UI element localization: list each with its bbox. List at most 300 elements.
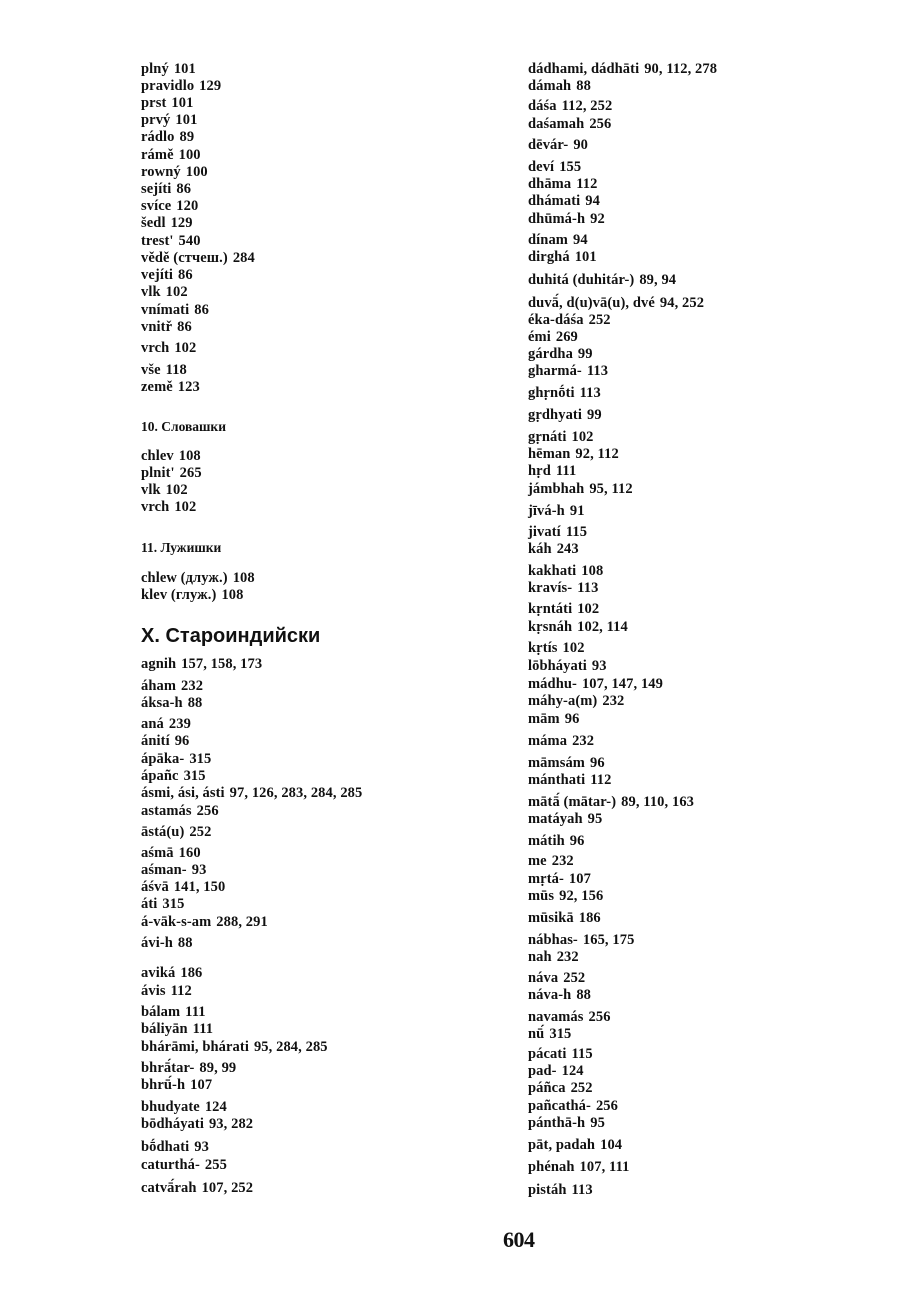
entry-word: pistáh — [528, 1182, 567, 1198]
entry-word: áham — [141, 678, 177, 694]
index-entry — [528, 211, 605, 227]
entry-word: caturthá- — [141, 1157, 200, 1173]
entry-word: éka-dáśa — [528, 312, 584, 328]
entry-page-refs: 111 — [555, 463, 577, 479]
index-entry — [528, 272, 676, 288]
entry-page-refs: 99 — [586, 407, 602, 423]
entry-word: deví — [528, 159, 555, 175]
index-entry — [141, 147, 201, 163]
entry-page-refs: 101 — [171, 95, 194, 111]
entry-page-refs: 256 — [196, 803, 219, 819]
entry-page-refs: 89, 110, 163 — [621, 794, 695, 810]
entry-page-refs: 160 — [178, 845, 201, 861]
entry-word: gharmá- — [528, 363, 582, 379]
index-entry — [141, 302, 209, 318]
index-entry — [141, 319, 192, 335]
page-number: 604 — [503, 1227, 535, 1252]
index-entry — [528, 429, 594, 445]
entry-word: astamás — [141, 803, 192, 819]
entry-page-refs: 88 — [576, 987, 592, 1003]
entry-page-refs: 94 — [585, 193, 600, 209]
entry-word: vrch — [141, 340, 170, 356]
index-entry — [528, 1137, 622, 1153]
index-entry — [528, 619, 628, 635]
entry-word: gárdha — [528, 346, 573, 362]
index-entry — [141, 824, 211, 840]
entry-word: ásmi, ási, ásti — [141, 785, 225, 801]
index-entry — [528, 159, 581, 175]
entry-page-refs: 252 — [189, 824, 212, 840]
entry-page-refs: 96 — [589, 755, 605, 771]
index-entry — [528, 711, 579, 727]
entry-word: země — [141, 379, 173, 395]
index-entry — [141, 198, 198, 214]
entry-page-refs: 107, 252 — [201, 1180, 254, 1196]
entry-word: kṛntáti — [528, 601, 573, 617]
entry-page-refs: 232 — [551, 853, 574, 869]
entry-page-refs: 120 — [176, 198, 199, 214]
index-entry — [141, 1099, 227, 1115]
index-entry — [141, 1116, 253, 1132]
entry-word: āstá(u) — [141, 824, 185, 840]
entry-word: dádhami, dádhāti — [528, 61, 640, 77]
entry-word: dēvár- — [528, 137, 569, 153]
section-heading-slovak: 10. Словашки — [141, 419, 226, 434]
index-entry — [528, 78, 591, 94]
entry-word: bhrū́-h — [141, 1077, 186, 1093]
entry-word: émi — [528, 329, 551, 345]
index-entry — [141, 845, 201, 861]
index-entry — [528, 910, 601, 926]
entry-page-refs: 186 — [578, 910, 601, 926]
index-entry — [141, 1077, 212, 1093]
entry-page-refs: 95, 284, 285 — [253, 1039, 328, 1055]
index-entry — [528, 232, 588, 248]
index-entry — [528, 640, 585, 656]
entry-word: vědě (стчеш.) — [141, 250, 228, 266]
entry-word: ápañc — [141, 768, 179, 784]
index-entry — [141, 678, 203, 694]
entry-word: dáśa — [528, 98, 557, 114]
entry-page-refs: 540 — [178, 233, 201, 249]
entry-page-refs: 93 — [194, 1139, 209, 1155]
entry-word: ávis — [141, 983, 166, 999]
entry-word: páñca — [528, 1080, 566, 1096]
index-entry — [528, 853, 574, 869]
entry-page-refs: 252 — [588, 312, 611, 328]
index-entry — [141, 284, 188, 300]
entry-page-refs: 95, 112 — [589, 481, 633, 497]
entry-word: vlk — [141, 482, 161, 498]
index-entry — [528, 116, 611, 132]
entry-page-refs: 90, 112, 278 — [644, 61, 718, 77]
index-entry — [141, 983, 192, 999]
entry-page-refs: 107 — [568, 871, 591, 887]
entry-page-refs: 99 — [577, 346, 593, 362]
index-entry — [528, 733, 594, 749]
index-entry — [141, 656, 262, 672]
entry-word: mṛtá- — [528, 871, 564, 887]
index-entry — [528, 871, 591, 887]
index-entry — [141, 1004, 206, 1020]
entry-word: duvā́, d(u)vā(u), dvé — [528, 295, 655, 311]
entry-page-refs: 90 — [573, 137, 589, 153]
entry-page-refs: 102 — [174, 499, 197, 515]
entry-page-refs: 129 — [199, 78, 222, 94]
entry-word: dhámati — [528, 193, 581, 209]
entry-page-refs: 115 — [565, 524, 588, 540]
entry-word: nū́ — [528, 1026, 545, 1042]
entry-page-refs: 112 — [590, 772, 612, 788]
index-entry — [141, 129, 194, 145]
entry-word: jivatí — [528, 524, 561, 540]
index-entry — [528, 563, 603, 579]
entry-page-refs: 89, 94 — [639, 272, 677, 288]
entry-word: trest' — [141, 233, 174, 249]
entry-word: mátih — [528, 833, 565, 849]
entry-word: lōbháyati — [528, 658, 587, 674]
entry-page-refs: 112 — [576, 176, 598, 192]
index-entry — [141, 95, 193, 111]
entry-page-refs: 252 — [563, 970, 586, 986]
index-entry — [141, 482, 188, 498]
entry-page-refs: 141, 150 — [173, 879, 226, 895]
entry-word: áksa-h — [141, 695, 183, 711]
entry-word: dámah — [528, 78, 572, 94]
entry-page-refs: 108 — [221, 587, 244, 603]
entry-page-refs: 232 — [602, 693, 625, 709]
entry-word: mātā́ (mātar-) — [528, 794, 617, 810]
entry-word: vše — [141, 362, 161, 378]
index-entry — [141, 1060, 236, 1076]
entry-page-refs: 92, 156 — [559, 888, 604, 904]
entry-word: rádlo — [141, 129, 175, 145]
index-entry — [141, 1180, 253, 1196]
entry-word: pácati — [528, 1046, 567, 1062]
entry-word: bhudyate — [141, 1099, 200, 1115]
entry-word: vnímati — [141, 302, 190, 318]
entry-word: bhárāmi, bhárati — [141, 1039, 249, 1055]
entry-page-refs: 108 — [581, 563, 604, 579]
index-entry — [528, 1063, 584, 1079]
entry-word: duhitá (duhitár-) — [528, 272, 635, 288]
entry-word: aviká — [141, 965, 176, 981]
entry-word: hṛd — [528, 463, 551, 479]
entry-page-refs: 102 — [577, 601, 600, 617]
entry-word: rámě — [141, 147, 174, 163]
index-entry — [528, 601, 599, 617]
index-entry — [528, 193, 600, 209]
entry-page-refs: 102 — [165, 482, 188, 498]
entry-page-refs: 91 — [569, 503, 585, 519]
entry-page-refs: 315 — [189, 751, 212, 767]
entry-page-refs: 129 — [170, 215, 193, 231]
index-entry — [141, 965, 202, 981]
entry-word: dhāma — [528, 176, 572, 192]
entry-word: dhūmá-h — [528, 211, 586, 227]
entry-page-refs: 88 — [187, 695, 203, 711]
entry-word: pāt, padah — [528, 1137, 596, 1153]
entry-page-refs: 88 — [576, 78, 591, 94]
entry-page-refs: 102 — [562, 640, 585, 656]
entry-word: chlev — [141, 448, 174, 464]
index-entry — [141, 587, 244, 603]
entry-page-refs: 256 — [595, 1098, 618, 1114]
entry-page-refs: 284 — [232, 250, 255, 266]
entry-word: plný — [141, 61, 169, 77]
entry-page-refs: 124 — [204, 1099, 227, 1115]
entry-page-refs: 113 — [579, 385, 601, 401]
index-entry — [528, 385, 601, 401]
entry-word: klev (глуж.) — [141, 587, 217, 603]
entry-page-refs: 86 — [177, 319, 192, 335]
entry-word: sejíti — [141, 181, 172, 197]
index-entry — [528, 363, 608, 379]
entry-page-refs: 111 — [185, 1004, 206, 1020]
entry-word: nah — [528, 949, 552, 965]
entry-word: bōdháyati — [141, 1116, 204, 1132]
entry-page-refs: 93 — [591, 658, 607, 674]
index-entry — [141, 1039, 328, 1055]
entry-page-refs: 95 — [587, 811, 603, 827]
entry-word: me — [528, 853, 547, 869]
entry-page-refs: 95 — [590, 1115, 605, 1131]
index-entry — [141, 499, 196, 515]
index-entry — [528, 446, 619, 462]
entry-word: kṛtís — [528, 640, 558, 656]
index-entry — [141, 1157, 227, 1173]
entry-page-refs: 113 — [571, 1182, 593, 1198]
entry-word: báliyān — [141, 1021, 188, 1037]
index-entry — [141, 896, 184, 912]
entry-page-refs: 256 — [589, 116, 612, 132]
entry-word: mām — [528, 711, 560, 727]
entry-page-refs: 88 — [177, 935, 193, 951]
entry-word: mūsikā — [528, 910, 574, 926]
entry-page-refs: 89 — [179, 129, 195, 145]
index-entry — [141, 751, 211, 767]
entry-word: navamás — [528, 1009, 584, 1025]
index-entry — [528, 580, 598, 596]
entry-page-refs: 118 — [165, 362, 187, 378]
index-entry — [528, 932, 634, 948]
entry-page-refs: 315 — [162, 896, 185, 912]
entry-page-refs: 100 — [178, 147, 201, 163]
index-entry — [141, 465, 202, 481]
entry-page-refs: 239 — [168, 716, 191, 732]
entry-page-refs: 123 — [177, 379, 200, 395]
entry-page-refs: 232 — [572, 733, 595, 749]
index-entry — [141, 379, 200, 395]
index-entry — [528, 987, 591, 1003]
entry-word: pad- — [528, 1063, 557, 1079]
entry-page-refs: 94 — [573, 232, 588, 248]
entry-page-refs: 86 — [178, 267, 193, 283]
entry-page-refs: 104 — [600, 1137, 623, 1153]
entry-word: ápāka- — [141, 751, 185, 767]
entry-word: vejíti — [141, 267, 174, 283]
entry-page-refs: 92 — [590, 211, 605, 227]
entry-word: bhrā́tar- — [141, 1060, 195, 1076]
index-entry — [528, 61, 717, 77]
index-entry — [528, 481, 633, 497]
entry-page-refs: 86 — [194, 302, 209, 318]
entry-word: dínam — [528, 232, 568, 248]
entry-word: ánití — [141, 733, 170, 749]
entry-word: svíce — [141, 198, 172, 214]
entry-page-refs: 102 — [165, 284, 188, 300]
index-entry — [528, 346, 593, 362]
index-entry — [528, 312, 611, 328]
index-entry — [141, 362, 187, 378]
entry-word: rowný — [141, 164, 181, 180]
index-entry — [528, 1182, 593, 1198]
section-heading-sanskrit: X. Староиндийски — [141, 625, 321, 647]
index-entry — [528, 888, 603, 904]
entry-page-refs: 243 — [556, 541, 579, 557]
index-entry — [528, 295, 704, 311]
index-entry — [141, 716, 191, 732]
index-entry — [528, 970, 585, 986]
entry-page-refs: 113 — [586, 363, 609, 379]
entry-page-refs: 124 — [561, 1063, 584, 1079]
entry-page-refs: 165, 175 — [582, 932, 635, 948]
entry-word: jámbhah — [528, 481, 585, 497]
index-entry — [141, 164, 208, 180]
entry-word: kravís- — [528, 580, 573, 596]
entry-page-refs: 101 — [574, 249, 597, 265]
index-entry — [141, 733, 189, 749]
entry-page-refs: 89, 99 — [199, 1060, 237, 1076]
entry-page-refs: 97, 126, 283, 284, 285 — [229, 785, 363, 801]
entry-page-refs: 256 — [588, 1009, 611, 1025]
entry-word: vrch — [141, 499, 170, 515]
entry-word: kṛsnáh — [528, 619, 573, 635]
index-entry — [141, 112, 197, 128]
entry-word: ávi-h — [141, 935, 173, 951]
entry-word: bálam — [141, 1004, 181, 1020]
entry-page-refs: 86 — [176, 181, 192, 197]
entry-page-refs: 255 — [204, 1157, 227, 1173]
index-entry — [141, 181, 191, 197]
index-entry — [528, 329, 578, 345]
index-entry — [141, 448, 201, 464]
index-entry — [528, 176, 597, 192]
entry-page-refs: 94, 252 — [659, 295, 705, 311]
entry-word: pánthā-h — [528, 1115, 586, 1131]
entry-word: šedl — [141, 215, 166, 231]
entry-word: gṛnáti — [528, 429, 567, 445]
index-entry — [528, 1080, 593, 1096]
index-entry — [528, 755, 605, 771]
entry-page-refs: 108 — [178, 448, 201, 464]
entry-page-refs: 100 — [185, 164, 208, 180]
entry-page-refs: 101 — [173, 61, 196, 77]
index-entry — [141, 233, 201, 249]
entry-word: phénah — [528, 1159, 575, 1175]
index-entry — [141, 267, 193, 283]
entry-word: dirghá — [528, 249, 570, 265]
entry-word: ghṛnṓti — [528, 385, 575, 401]
index-entry — [528, 137, 588, 153]
entry-page-refs: 96 — [564, 711, 580, 727]
entry-word: mánthati — [528, 772, 586, 788]
index-entry — [528, 524, 587, 540]
entry-word: catvā́rah — [141, 1180, 197, 1196]
entry-page-refs: 157, 158, 173 — [181, 656, 263, 672]
index-entry — [528, 1159, 630, 1175]
entry-word: prvý — [141, 112, 171, 128]
index-entry — [528, 407, 602, 423]
entry-page-refs: 112 — [170, 983, 192, 999]
entry-page-refs: 101 — [175, 112, 198, 128]
entry-word: á-vāk-s-am — [141, 914, 212, 930]
entry-word: áśvā — [141, 879, 169, 895]
index-entry — [141, 785, 362, 801]
entry-word: chlew (длуж.) — [141, 570, 228, 586]
index-entry — [528, 949, 579, 965]
entry-page-refs: 232 — [181, 678, 204, 694]
entry-word: mádhu- — [528, 676, 577, 692]
index-entry — [528, 811, 602, 827]
index-entry — [141, 862, 206, 878]
index-entry — [141, 768, 206, 784]
entry-word: hēman — [528, 446, 571, 462]
entry-page-refs: 111 — [192, 1021, 214, 1037]
entry-page-refs: 102 — [571, 429, 594, 445]
index-entry — [141, 935, 193, 951]
index-entry — [528, 693, 624, 709]
index-entry — [528, 1115, 605, 1131]
entry-page-refs: 232 — [556, 949, 579, 965]
entry-page-refs: 288, 291 — [216, 914, 268, 930]
entry-word: mūs — [528, 888, 555, 904]
index-entry — [528, 833, 584, 849]
index-entry — [528, 794, 694, 810]
entry-word: máhy-a(m) — [528, 693, 598, 709]
entry-word: vnitř — [141, 319, 173, 335]
index-entry — [528, 772, 611, 788]
entry-word: náva-h — [528, 987, 572, 1003]
entry-word: aśmā — [141, 845, 174, 861]
entry-word: aśman- — [141, 862, 187, 878]
entry-word: daśamah — [528, 116, 585, 132]
entry-word: áti — [141, 896, 158, 912]
index-entry — [528, 463, 576, 479]
index-entry — [528, 1046, 593, 1062]
entry-word: agnih — [141, 656, 177, 672]
index-entry — [528, 658, 607, 674]
index-entry — [528, 98, 612, 114]
index-entry — [141, 914, 268, 930]
entry-page-refs: 96 — [569, 833, 585, 849]
index-entry — [141, 250, 255, 266]
index-entry — [141, 570, 255, 586]
index-entry — [528, 1026, 571, 1042]
entry-page-refs: 92, 112 — [575, 446, 619, 462]
entry-page-refs: 315 — [183, 768, 206, 784]
entry-word: vlk — [141, 284, 161, 300]
entry-page-refs: 96 — [174, 733, 190, 749]
entry-word: pañcathá- — [528, 1098, 591, 1114]
index-entry — [141, 803, 219, 819]
entry-page-refs: 269 — [555, 329, 578, 345]
index-entry — [528, 1098, 618, 1114]
entry-page-refs: 107, 111 — [579, 1159, 630, 1175]
entry-word: kakhati — [528, 563, 577, 579]
index-entry — [141, 1139, 209, 1155]
entry-page-refs: 102 — [174, 340, 197, 356]
